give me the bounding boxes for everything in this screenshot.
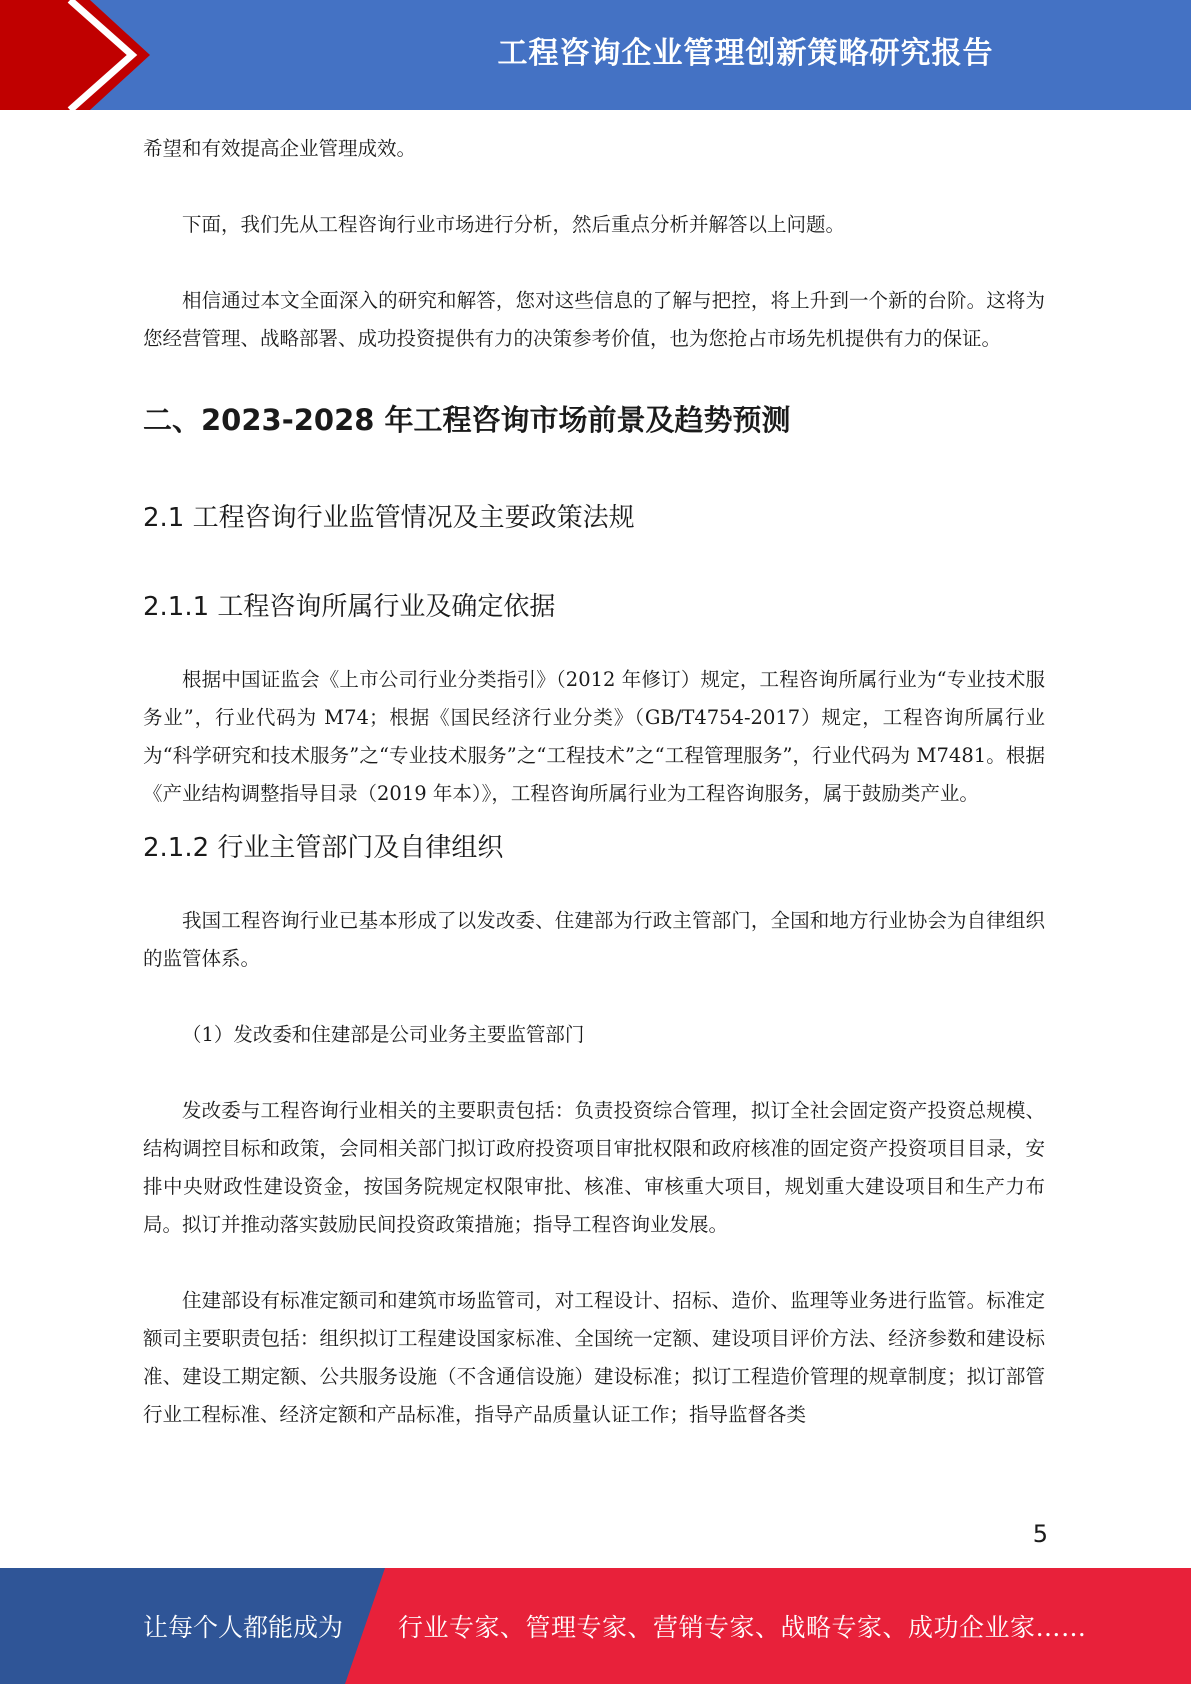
paragraph: 发改委与工程咨询行业相关的主要职责包括：负责投资综合管理，拟订全社会固定资产投资总规模、结构调控目标和政策，会同相关部门拟订政府投资项目审批权限和政府核准的固定资产投资项目目录，安排中央财政性建设资金，按国务院规定权限审批、核准、审核重大项目，规划重大建设项目和生产力布局。拟订并推动落实鼓励民间投资政策措施；指导工程咨询业发展。 (143, 1099, 1045, 1236)
paragraph: 住建部设有标准定额司和建筑市场监管司，对工程设计、招标、造价、监理等业务进行监管。标准定额司主要职责包括：组织拟订工程建设国家标准、全国统一定额、建设项目评价方法、经济参数和建设标准、建设工期定额、公共服务设施（不含通信设施）建设标准；拟订工程造价管理的规章制度；拟订部管行业工程标准、经济定额和产品标准，指导产品质量认证工作；指导监督各类 (143, 1289, 1045, 1426)
footer-banner (0, 1568, 1191, 1684)
paragraph: 希望和有效提高企业管理成效。 (143, 137, 417, 160)
paragraph: 我国工程咨询行业已基本形成了以发改委、住建部为行政主管部门，全国和地方行业协会为自律组织的监管体系。 (143, 909, 1045, 970)
paragraph: 根据中国证监会《上市公司行业分类指引》（2012 年修订）规定，工程咨询所属行业为“专业技术服务业”，行业代码为 M74；根据《国民经济行业分类》（GB/T4754-2017）规定，工程咨询所属行业为“科学研究和技术服务”之“专业技术服务”之“工程技术”之“工程管理服务”，行业代码为 M7481。根据《产业结构调整指导目录（2019 年本）》，工程咨询所属行业为工程咨询服务，属于鼓励类产业。 (143, 668, 1045, 805)
subsection-heading: 2.1 工程咨询行业监管情况及主要政策法规 (143, 503, 635, 533)
footer-slogan-right: 行业专家、管理专家、营销专家、战略专家、成功企业家…… (398, 1613, 1087, 1642)
page-content (143, 130, 1045, 1434)
footer-slogan-left: 让每个人都能成为 (143, 1613, 344, 1642)
subsubsection-heading: 2.1.1 工程咨询所属行业及确定依据 (143, 592, 556, 622)
header-bar (0, 0, 1191, 110)
page-number: 5 (1032, 1520, 1048, 1548)
paragraph: 相信通过本文全面深入的研究和解答，您对这些信息的了解与把控，将上升到一个新的台阶。这将为您经营管理、战略部署、成功投资提供有力的决策参考价值，也为您抢占市场先机提供有力的保证。 (143, 289, 1045, 350)
section-heading: 二、2023-2028 年工程咨询市场前景及趋势预测 (143, 403, 791, 437)
report-title: 工程咨询企业管理创新策略研究报告 (497, 36, 994, 71)
paragraph: 下面，我们先从工程咨询行业市场进行分析，然后重点分析并解答以上问题。 (182, 213, 846, 236)
subsubsection-heading: 2.1.2 行业主管部门及自律组织 (143, 833, 504, 863)
list-item-heading: （1）发改委和住建部是公司业务主要监管部门 (182, 1023, 585, 1046)
